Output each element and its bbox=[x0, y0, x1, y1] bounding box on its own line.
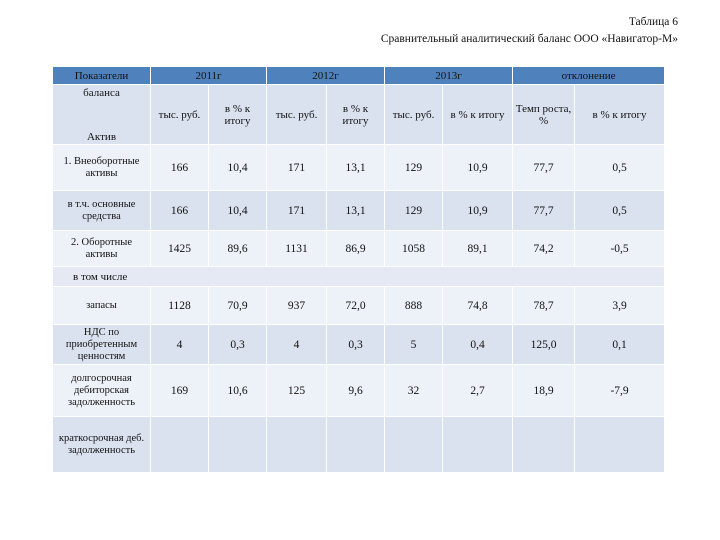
table-number: Таблица 6 bbox=[628, 16, 678, 28]
value-cell: 77,7 bbox=[513, 145, 575, 191]
subheader-cell: в % к итогу bbox=[443, 85, 513, 145]
table-row bbox=[53, 267, 665, 287]
value-cell: 13,1 bbox=[327, 191, 385, 231]
table-row bbox=[53, 287, 665, 325]
value-cell: 1131 bbox=[267, 231, 327, 267]
value-cell: 0,3 bbox=[327, 325, 385, 365]
header-row-units bbox=[53, 85, 665, 145]
value-cell: 78,7 bbox=[513, 287, 575, 325]
value-cell: 888 bbox=[385, 287, 443, 325]
table-body bbox=[53, 67, 665, 473]
header-row-years bbox=[53, 67, 665, 85]
value-cell: 10,9 bbox=[443, 191, 513, 231]
value-cell: 13,1 bbox=[327, 145, 385, 191]
value-cell: 3,9 bbox=[575, 287, 665, 325]
header-group-2012: 2012г bbox=[267, 67, 385, 85]
value-cell bbox=[575, 417, 665, 473]
table-row bbox=[53, 417, 665, 473]
subheader-cell: в % к итогу bbox=[209, 85, 267, 145]
value-cell: 129 bbox=[385, 145, 443, 191]
value-cell: 0,1 bbox=[575, 325, 665, 365]
value-cell: 171 bbox=[267, 145, 327, 191]
balance-table bbox=[52, 66, 665, 473]
value-cell: 74,2 bbox=[513, 231, 575, 267]
row-label: запасы bbox=[53, 287, 151, 325]
value-cell: 70,9 bbox=[209, 287, 267, 325]
value-cell: 4 bbox=[151, 325, 209, 365]
value-cell: 89,6 bbox=[209, 231, 267, 267]
value-cell: 166 bbox=[151, 191, 209, 231]
value-cell bbox=[385, 417, 443, 473]
header-group-2013: 2013г bbox=[385, 67, 513, 85]
row-label: в т.ч. основные средства bbox=[53, 191, 151, 231]
header-group-deviation: отклонение bbox=[513, 67, 665, 85]
value-cell: 77,7 bbox=[513, 191, 575, 231]
value-cell bbox=[151, 417, 209, 473]
subheader-cell: тыс. руб. bbox=[267, 85, 327, 145]
value-cell bbox=[327, 417, 385, 473]
row-label: 1. Внеоборотные активы bbox=[53, 145, 151, 191]
value-cell: 1425 bbox=[151, 231, 209, 267]
value-cell: 10,6 bbox=[209, 365, 267, 417]
value-cell bbox=[443, 417, 513, 473]
header-indicator-cell bbox=[53, 85, 151, 145]
value-cell: 4 bbox=[267, 325, 327, 365]
value-cell: 9,6 bbox=[327, 365, 385, 417]
table-caption bbox=[381, 14, 678, 48]
header-indicator-bot: Актив bbox=[86, 130, 117, 143]
value-cell: 125,0 bbox=[513, 325, 575, 365]
row-label: НДС по приобретенным ценностям bbox=[53, 325, 151, 365]
value-cell: 89,1 bbox=[443, 231, 513, 267]
value-cell: 166 bbox=[151, 145, 209, 191]
section-label: в том числе bbox=[53, 267, 665, 287]
value-cell: 0,3 bbox=[209, 325, 267, 365]
value-cell: 1058 bbox=[385, 231, 443, 267]
header-indicator-top: Показатели bbox=[53, 67, 151, 85]
value-cell: -0,5 bbox=[575, 231, 665, 267]
row-label: краткосрочная деб. задолженность bbox=[53, 417, 151, 473]
value-cell: -7,9 bbox=[575, 365, 665, 417]
value-cell: 169 bbox=[151, 365, 209, 417]
table-row bbox=[53, 191, 665, 231]
table-row bbox=[53, 365, 665, 417]
value-cell bbox=[513, 417, 575, 473]
value-cell: 18,9 bbox=[513, 365, 575, 417]
value-cell: 0,5 bbox=[575, 191, 665, 231]
value-cell: 10,9 bbox=[443, 145, 513, 191]
value-cell: 129 bbox=[385, 191, 443, 231]
subheader-cell: в % к итогу bbox=[575, 85, 665, 145]
value-cell: 125 bbox=[267, 365, 327, 417]
row-label: долгосрочная дебиторская задолженность bbox=[53, 365, 151, 417]
value-cell: 10,4 bbox=[209, 145, 267, 191]
value-cell: 5 bbox=[385, 325, 443, 365]
row-label: 2. Оборотные активы bbox=[53, 231, 151, 267]
value-cell: 171 bbox=[267, 191, 327, 231]
value-cell bbox=[209, 417, 267, 473]
table-row bbox=[53, 145, 665, 191]
subheader-cell: тыс. руб. bbox=[385, 85, 443, 145]
value-cell: 10,4 bbox=[209, 191, 267, 231]
value-cell: 1128 bbox=[151, 287, 209, 325]
value-cell: 0,5 bbox=[575, 145, 665, 191]
table-title: Сравнительный аналитический баланс ООО «Навигатор-М» bbox=[380, 33, 678, 45]
value-cell: 32 bbox=[385, 365, 443, 417]
value-cell bbox=[267, 417, 327, 473]
value-cell: 74,8 bbox=[443, 287, 513, 325]
subheader-cell: в % к итогу bbox=[327, 85, 385, 145]
value-cell: 86,9 bbox=[327, 231, 385, 267]
value-cell: 2,7 bbox=[443, 365, 513, 417]
subheader-cell: тыс. руб. bbox=[151, 85, 209, 145]
value-cell: 0,4 bbox=[443, 325, 513, 365]
subheader-cell: Темп роста, % bbox=[513, 85, 575, 145]
header-indicator-mid: баланса bbox=[83, 86, 120, 99]
header-group-2011: 2011г bbox=[151, 67, 267, 85]
value-cell: 72,0 bbox=[327, 287, 385, 325]
table-row bbox=[53, 325, 665, 365]
value-cell: 937 bbox=[267, 287, 327, 325]
table-row bbox=[53, 231, 665, 267]
